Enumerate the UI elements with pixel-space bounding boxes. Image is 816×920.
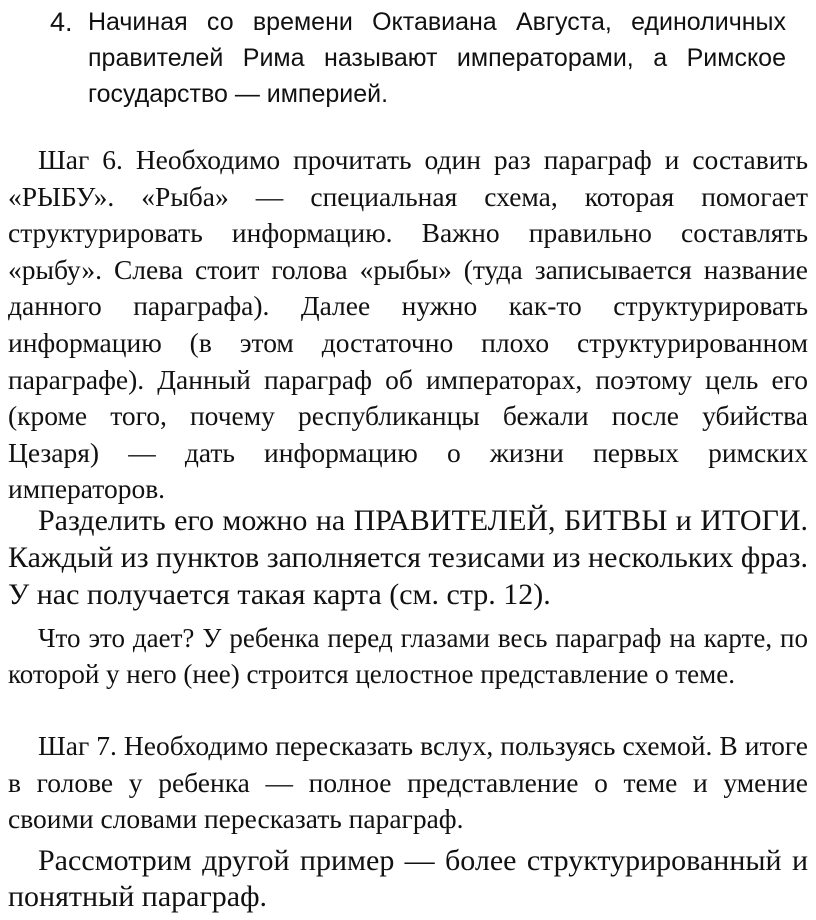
paragraph-another-example: Рассмотрим другой пример — более структурированный и понятный параграф. bbox=[8, 844, 808, 913]
list-item-4 bbox=[50, 4, 786, 112]
paragraph-step-7: Шаг 7. Необходимо пересказать вслух, пользуясь схемой. В итоге в голове у ребенка — полное представление о теме и умение своими словами пересказать параграф. bbox=[8, 730, 808, 834]
list-item-number: 4. bbox=[50, 7, 73, 37]
paragraph-what-it-gives: Что это дает? У ребенка перед глазами весь параграф на карте, по которой у него (нее) строится целостное представление о теме. bbox=[8, 623, 808, 689]
paragraph-divide: Разделить его можно на ПРАВИТЕЛЕЙ, БИТВЫ и ИТОГИ. Каждый из пунктов заполняется тезисами из нескольких фраз. У нас получается такая карта (см. стр. 12). bbox=[8, 504, 808, 611]
list-item-text: Начиная со времени Октавиана Августа, единоличных правителей Рима называют императорами, а Римское государство — империей. bbox=[88, 8, 786, 108]
paragraph-step-6: Шаг 6. Необходимо прочитать один раз параграф и составить «РЫБУ». «Рыба» — специальная схема, которая помогает структурировать информацию. Важно правильно составлять «рыбу». Слева стоит голова «рыбы» (туда записывается название данного параграфа). Далее нужно как-то структурировать информацию (в этом достаточно плохо структурированном параграфе). Данный параграф об императорах, поэтому цель его (кроме того, почему республиканцы бежали после убийства Цезаря) — дать информацию о жизни первых римских императоров. bbox=[8, 144, 808, 505]
